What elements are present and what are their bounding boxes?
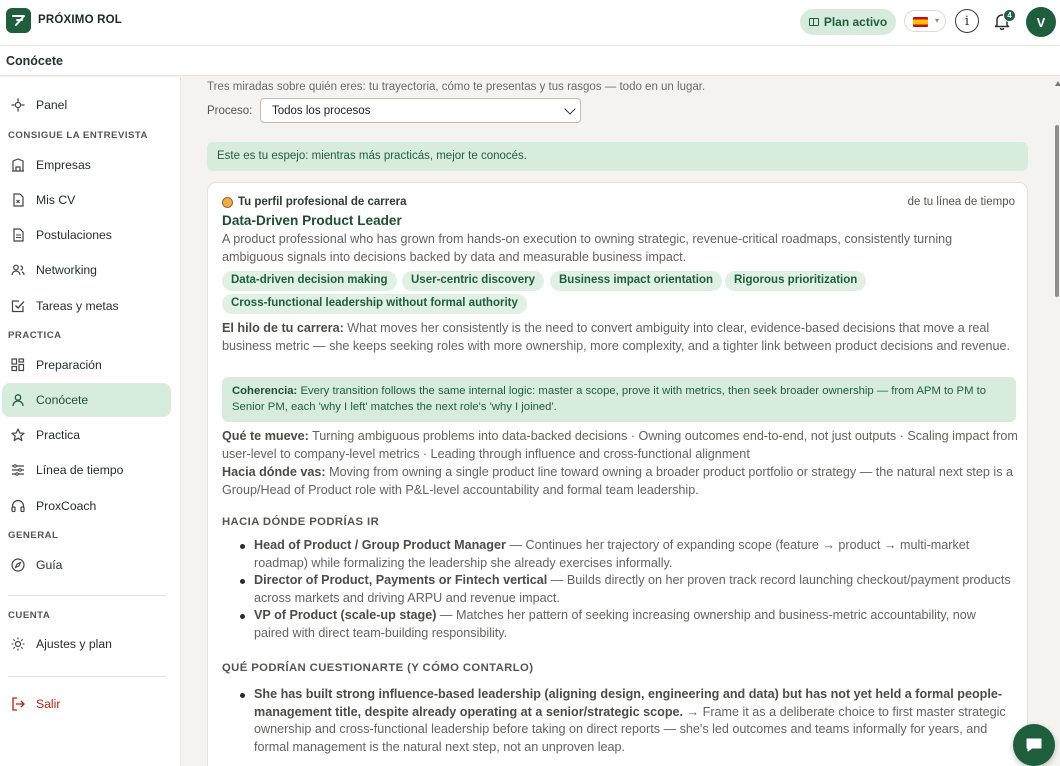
list-item: VP of Product (scale-up stage) — Matches her pattern of seeking increasing ownership and business-metric accountability, now paired with direct team-building responsibility. [254,607,1014,642]
page-title: Conócete [6,54,63,68]
chevron-down-icon [564,103,575,114]
scroll-up-arrow-icon[interactable] [1055,81,1060,86]
sidebar-item-label: ProxCoach [36,499,97,513]
mirror-note: Este es tu espejo: mientras más practicás, mejor te conocés. [207,142,1028,171]
trait-chip: Business impact orientation [550,271,722,291]
panel-icon [11,98,25,112]
section-practice: PRACTICA [8,330,62,341]
user-icon [11,393,25,407]
page-intro: Tres miradas sobre quién eres: tu trayectoria, cómo te presentas y tus rasgos — todo en un lugar. [207,81,706,93]
file-icon [11,228,25,242]
trait-chip: User-centric discovery [402,271,544,291]
sidebar-item-networking[interactable] [2,253,171,287]
sidebar-item-label: Tareas y metas [36,299,119,313]
checkbox-icon [11,299,25,313]
direction-label: Hacia dónde vas: [222,465,326,479]
star-icon [11,428,25,442]
profile-summary: A product professional who has grown from hands-on execution to owning strategic, revenue-critical roadmaps, consistently turning ambiguous signals into decisions backed by data and measurable business impact. [222,232,953,264]
timeline-icon [11,463,25,477]
chat-button[interactable] [1013,724,1055,766]
card-eyebrow-label: Tu perfil profesional de carrera [238,196,407,208]
notification-count-badge: 4 [1003,9,1016,22]
sidebar-item-label: Conócete [36,393,89,407]
sidebar-item-label: Practica [36,428,81,442]
profile-title: Data-Driven Product Leader [222,213,402,228]
process-select-value: Todos los procesos [272,105,371,117]
sidebar-item-tareas[interactable] [2,289,171,323]
sidebar-item-preparacion[interactable] [2,348,171,382]
sidebar-item-label: Mis CV [36,193,76,207]
sidebar-divider [8,595,166,596]
sidebar-item-label: Ajustes y plan [36,637,112,651]
medal-icon [222,197,233,208]
sidebar-item-salir[interactable] [2,687,171,721]
people-icon [11,263,25,277]
trait-chip: Cross-functional leadership without formal authority [222,294,527,314]
logo-icon[interactable] [6,8,31,33]
sidebar-item-empresas[interactable] [2,148,171,182]
sidebar-item-label: Preparación [36,358,102,372]
list-item: Head of Product / Group Product Manager — Continues her trajectory of expanding scope (feature → product → multi-market roadmap) while formalizing the leadership she already exercises informally. [254,537,1014,572]
path-text: Matches her pattern of seeking increasing ownership and business-metric accountability, now paired with direct team-building responsibility. [254,608,976,640]
process-select[interactable] [260,98,581,123]
path-title: Head of Product / Group Product Manager [254,538,506,552]
user-avatar[interactable]: V [1026,7,1056,37]
sidebar [0,77,181,766]
section-account: CUENTA [8,610,51,621]
sidebar-item-panel[interactable] [2,88,171,122]
list-item: Director of Product, Payments or Fintech vertical — Builds directly on her proven track record launching checkout/payment products across markets and driving ARPU and revenue impact. [254,572,1014,607]
question-text: Frame it as a deliberate choice to first master strategic ownership and cross-functional leadership before taking on direct reports — she's led outcomes and teams informally for years, and formal management is the natural next step, not an unproven leap. [254,704,1006,754]
sidebar-item-label: Postulaciones [36,228,112,242]
sidebar-item-label: Guía [36,558,63,572]
section-general: GENERAL [8,530,59,541]
paths-heading: HACIA DÓNDE PODRÍAS IR [222,516,380,528]
sidebar-item-mis-cv[interactable] [2,183,171,217]
trait-chip: Rigorous prioritization [725,271,866,291]
path-text: Continues her trajectory of expanding scope (feature → product → multi-market roadmap) while formalizing the leadership she already exercises informally. [254,538,970,570]
sidebar-item-label: Línea de tiempo [36,463,124,477]
questions-heading: QUÉ PODRÍAN CUESTIONARTE (Y CÓMO CONTARLO) [222,662,534,674]
question-title: She has built strong influence-based leadership (aligning design, engineering and data) but has not yet held a formal people-management title, despite already operating at a senior/strategic scope. [254,687,1003,719]
plan-status-button[interactable] [800,9,896,35]
brand-name[interactable]: PRÓXIMO ROL [38,14,122,26]
card-eyebrow [222,196,407,208]
info-button[interactable]: i [955,9,979,33]
path-title: VP of Product (scale-up stage) [254,608,437,622]
plan-label: Plan activo [823,15,888,29]
book-icon [809,18,819,26]
section-interview: CONSIGUE LA ENTREVISTA [8,130,148,141]
top-bar [0,0,1060,46]
sidebar-item-label: Panel [36,98,68,112]
coherence-text: Every transition follows the same internal logic: master a scope, prove it with metrics, then seek broader ownership — from APM to PM to Senior PM, each 'why I left' matches the next role's 'why I joined'. [232,385,987,413]
main-content [181,77,1051,766]
trait-chip: Data-driven decision making [222,271,397,291]
sidebar-item-postulaciones[interactable] [2,218,171,252]
sun-icon [11,637,25,651]
motivation-label: Qué te mueve: [222,429,309,443]
process-label: Proceso: [207,105,253,117]
sidebar-item-conocete[interactable] [2,383,171,417]
building-icon [11,158,25,172]
path-text: Builds directly on her proven track record launching checkout/payment products across markets and driving ARPU and revenue impact. [254,573,1011,605]
career-thread-label: El hilo de tu carrera: [222,321,344,335]
career-profile-card [207,182,1028,766]
sidebar-divider [8,676,166,677]
sidebar-item-linea-de-tiempo[interactable] [2,453,171,487]
headphones-icon [11,499,25,513]
scrollbar-thumb[interactable] [1055,125,1059,297]
page-header [0,46,1060,76]
chevron-down-icon: ▾ [935,16,940,25]
career-thread-text: What moves her consistently is the need to convert ambiguity into clear, evidence-based decisions that move a real business metric — she keeps seeking roles with more ownership, more complexity, and a tighter link between product decisions and revenue. [222,321,1010,353]
sidebar-item-label: Networking [36,263,97,277]
document-icon [11,193,25,207]
sidebar-item-practica[interactable] [2,418,171,452]
sidebar-item-ajustes[interactable] [2,627,171,661]
career-thread [222,320,1022,355]
language-selector[interactable] [904,10,946,32]
path-title: Director of Product, Payments or Fintech vertical [254,573,548,587]
sidebar-item-label: Empresas [36,158,91,172]
chat-bubble-icon [1025,737,1043,753]
compass-icon [11,558,25,572]
sidebar-item-label: Salir [36,697,61,711]
direction [222,464,1022,499]
list-item: She has built strong influence-based leadership (aligning design, engineering and data) but has not yet held a formal people-management title, despite already operating at a senior/strategic scope. → Frame it as a deliberate choice to first master strategic ownership and cross-functional leadership before taking on direct reports — she's led outcomes and teams informally for years, and formal management is the natural next step, not an unproven leap. [254,686,1014,756]
sidebar-item-proxcoach[interactable] [2,489,171,523]
es-flag-icon [913,17,928,27]
grid-icon [11,358,25,372]
coherence-box [222,377,1016,422]
logout-icon [11,697,25,711]
motivation-text: Turning ambiguous problems into data-backed decisions · Owning outcomes end-to-end, not just outputs · Scaling impact from user-level to company-level metrics · Leading through influence and cross-functional alignment [222,429,1018,461]
direction-text: Moving from owning a single product line toward owning a broader product portfolio or strategy — the natural next step is a Group/Head of Product role with P&L-level accountability and formal team leadership. [222,465,1014,497]
coherence-label: Coherencia: [232,385,298,397]
motivation [222,428,1022,463]
card-source: de tu línea de tiempo [907,196,1015,208]
sidebar-item-guia[interactable] [2,548,171,582]
